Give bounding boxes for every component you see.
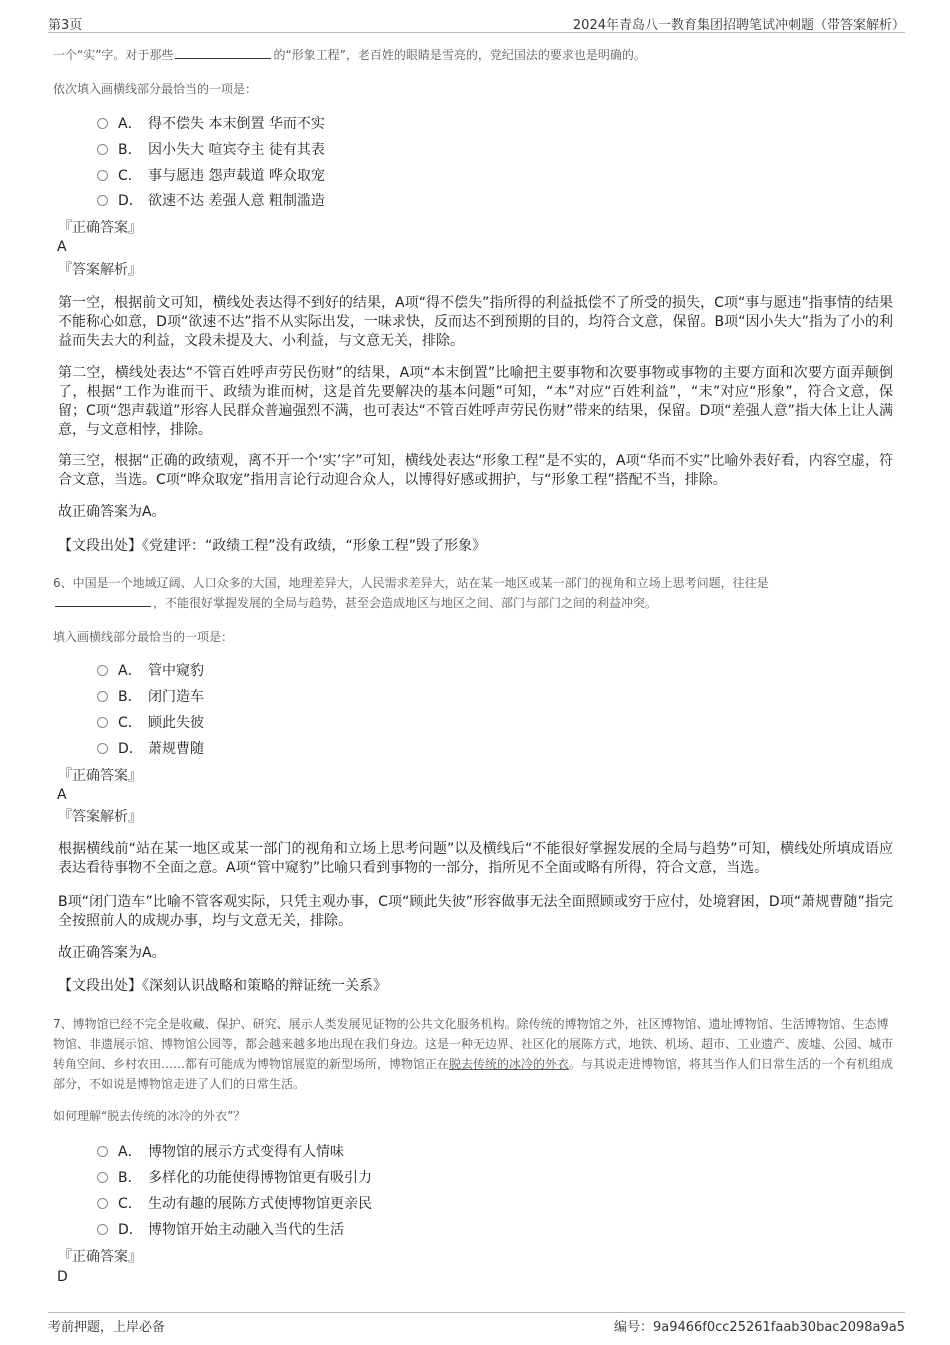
q6-prompt: 填入画横线部分最恰当的一项是：: [53, 630, 234, 644]
radio-icon[interactable]: [97, 665, 108, 676]
radio-icon[interactable]: [97, 1198, 108, 1209]
q6-option-c[interactable]: C． 顾此失彼: [97, 714, 204, 732]
page-number: 第3页: [48, 18, 83, 33]
correct-answer-label: 『正确答案』: [58, 1249, 142, 1265]
q5-option-b[interactable]: B． 因小失大 喧宾夺主 徒有其表: [97, 141, 325, 159]
q6-option-b[interactable]: B． 闭门造车: [97, 688, 204, 706]
analysis-label: 『答案解析』: [58, 809, 142, 825]
radio-icon[interactable]: [97, 1146, 108, 1157]
correct-answer: A: [57, 787, 67, 803]
analysis-paragraph: 第二空，横线处表达“不管百姓呼声劳民伤财”的结果，A项“本末倒置”比喻把主要事物和次要事物或事物的主要方面和次要方面弄颠倒了，根据“工作为谁而干、政绩为谁而树，这是首先要解决的基本问题”可知，“本”对应“百姓利益”，“末”对应“形象”，符合文意，保留；C项“怨声载道”形容人民群众普遍强烈不满，也可表达“不管百姓呼声劳民伤财”带来的结果，保留。D项“差强人意”指大体上让人满意，与文意相悖，排除。: [58, 365, 893, 438]
analysis-paragraph: B项“闭门造车”比喻不管客观实际，只凭主观办事，C项“顾此失彼”形容做事无法全面照顾或穷于应付，处境窘困，D项“萧规曹随”指完全按照前人的成规办事，均与文意无关，排除。: [58, 894, 893, 929]
radio-icon[interactable]: [97, 1172, 108, 1183]
q5-option-a[interactable]: A． 得不偿失 本末倒置 华而不实: [97, 115, 325, 133]
correct-answer: A: [57, 239, 67, 255]
correct-answer-label: 『正确答案』: [58, 768, 142, 784]
correct-answer: D: [57, 1269, 68, 1285]
answer-blank: [55, 594, 151, 607]
analysis-paragraph: 第一空，根据前文可知，横线处表达得不到好的结果，A项“得不偿失”指所得的利益抵偿不了所受的损失，C项“事与愿违”指事情的结果不能称心如意，D项“欲速不达”指不从实际出发，一味求快，反而达不到预期的目的，均符合文意，保留。B项“因小失大”指为了小的利益而失去大的利益，文段未提及大、小利益，与文意无关，排除。: [58, 295, 893, 349]
analysis-paragraph: 根据横线前“站在某一地区或某一部门的视角和立场上思考问题”以及横线后“不能很好掌握发展的全局与趋势”可知，横线处所填成语应表达看待事物不全面之意。A项“管中窥豹”比喻只看到事物的一部分，指所见不全面或略有所得，符合文意，当选。: [58, 841, 893, 876]
radio-icon[interactable]: [97, 118, 108, 129]
analysis-conclusion: 故正确答案为A。: [58, 945, 166, 961]
source-citation: 【文段出处】《深刻认识战略和策略的辩证统一关系》: [58, 978, 387, 994]
q6-stem: 6、中国是一个地域辽阔、人口众多的大国，地理差异大，人民需求差异大，站在某一地区或某一部门的视角和立场上思考问题，往往是 ，不能很好掌握发展的全局与趋势，甚至会造成地区与地区之间、部门与部门之间的利益冲突。: [53, 576, 769, 610]
radio-icon[interactable]: [97, 1224, 108, 1235]
q7-option-a[interactable]: A． 博物馆的展示方式变得有人情味: [97, 1143, 344, 1161]
q6-option-d[interactable]: D． 萧规曹随: [97, 740, 204, 758]
page-header: [48, 12, 905, 33]
radio-icon[interactable]: [97, 195, 108, 206]
page-footer: [48, 1312, 905, 1335]
analysis-conclusion: 故正确答案为A。: [58, 504, 166, 520]
footer-slogan: 考前押题，上岸必备: [48, 1320, 166, 1335]
document-title: 2024年青岛八一教育集团招聘笔试冲刺题（带答案解析）: [572, 18, 905, 33]
source-citation: 【文段出处】《党建评：“政绩工程”没有政绩，“形象工程”毁了形象》: [58, 538, 487, 554]
q5-option-c[interactable]: C． 事与愿违 怨声载道 哗众取宠: [97, 167, 325, 185]
document-serial: 编号：9a9466f0cc25261faab30bac2098a9a5: [613, 1320, 905, 1335]
answer-blank: [175, 46, 271, 59]
q7-option-c[interactable]: C． 生动有趣的展陈方式使博物馆更亲民: [97, 1195, 372, 1213]
q7-stem: 7、博物馆已经不完全是收藏、保护、研究、展示人类发展见证物的公共文化服务机构。除传统的博物馆之外，社区博物馆、遗址博物馆、生活博物馆、生态博物馆、非遗展示馆、博物馆公园等，都会越来越多地出现在我们身边。这是一种无边界、社区化的展陈方式，地铁、机场、超市、工业遗产、废墟、公园、城市转角空间、乡村农田……都有可能成为博物馆展览的新型场所，博物馆正在脱去传统的冰冷的外衣。与其说走进博物馆，将其当作人们日常生活的一个有机组成部分，不如说是博物馆走进了人们的日常生活。: [53, 1017, 894, 1091]
analysis-paragraph: 第三空，根据“正确的政绩观，离不开一个‘实’字”可知，横线处表达“形象工程”是不实的，A项“华而不实”比喻外表好看，内容空虚，符合文意，当选。C项“哗众取宠”指用言论行动迎合众人，以博得好感或拥护，与“形象工程”搭配不当，排除。: [58, 453, 893, 488]
radio-icon[interactable]: [97, 144, 108, 155]
radio-icon[interactable]: [97, 717, 108, 728]
q7-prompt: 如何理解“脱去传统的冰冷的外衣”？: [53, 1109, 246, 1123]
q5-stem: 一个“实”字。对于那些 的“形象工程”，老百姓的眼睛是雪亮的，党纪国法的要求也是明确的。: [53, 48, 646, 62]
radio-icon[interactable]: [97, 691, 108, 702]
q6-option-a[interactable]: A． 管中窥豹: [97, 662, 204, 680]
q5-option-d[interactable]: D． 欲速不达 差强人意 粗制滥造: [97, 192, 325, 210]
radio-icon[interactable]: [97, 170, 108, 181]
correct-answer-label: 『正确答案』: [58, 220, 142, 236]
q7-option-d[interactable]: D． 博物馆开始主动融入当代的生活: [97, 1221, 344, 1239]
analysis-label: 『答案解析』: [58, 262, 142, 278]
radio-icon[interactable]: [97, 743, 108, 754]
underlined-phrase: 脱去传统的冰冷的外衣: [449, 1057, 570, 1071]
q5-prompt: 依次填入画横线部分最恰当的一项是：: [53, 82, 258, 96]
q7-option-b[interactable]: B． 多样化的功能使得博物馆更有吸引力: [97, 1169, 372, 1187]
